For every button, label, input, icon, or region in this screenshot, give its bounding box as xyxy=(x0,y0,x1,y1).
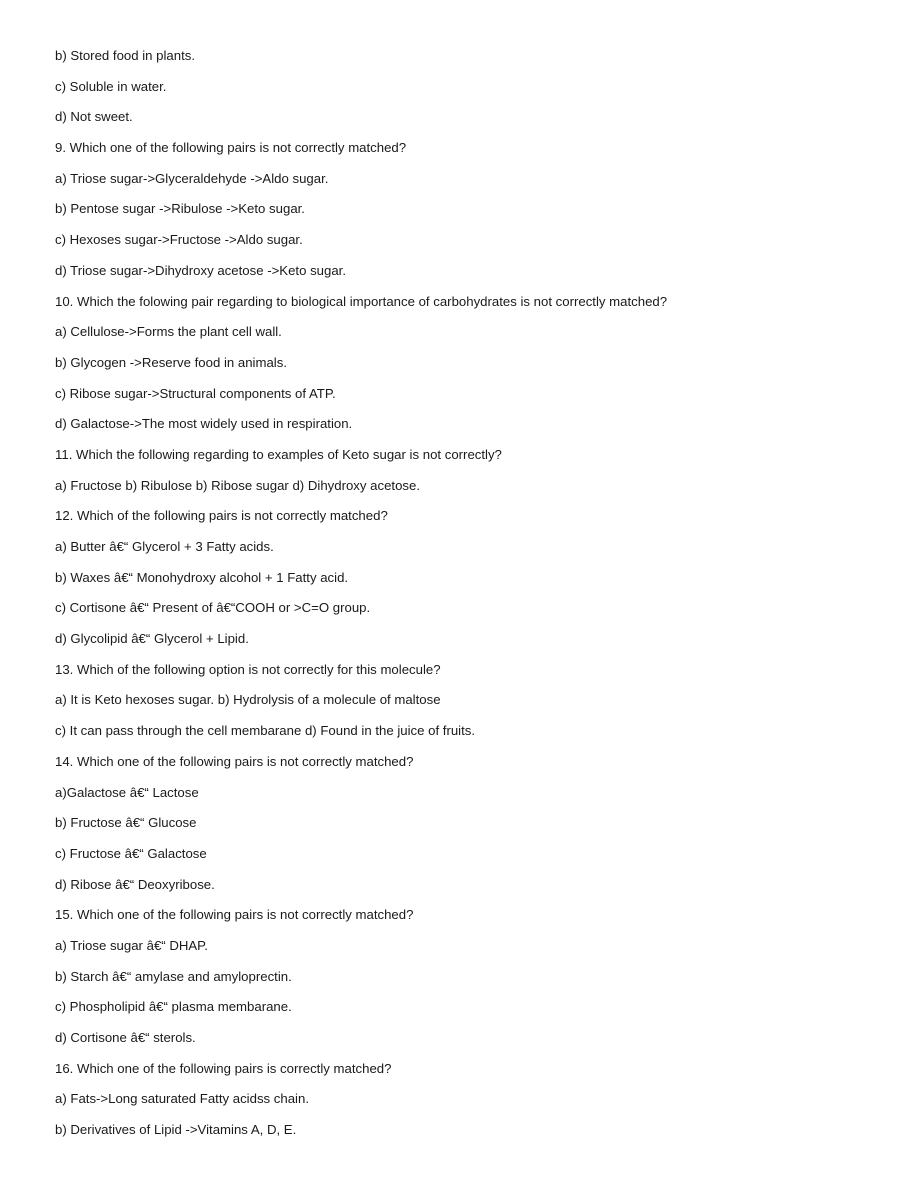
question-line: 14. Which one of the following pairs is not correctly matched? xyxy=(55,753,414,769)
text-line: d) Triose sugar->Dihydroxy acetose ->Keto sugar. xyxy=(55,262,346,278)
text-line: a) Triose sugar â€“ DHAP. xyxy=(55,937,208,953)
text-line: b) Stored food in plants. xyxy=(55,48,196,63)
question-line: 16. Which one of the following pairs is correctly matched? xyxy=(55,1060,392,1076)
text-line: c) Soluble in water. xyxy=(55,78,167,94)
text-line: a) Butter â€“ Glycerol + 3 Fatty acids. xyxy=(55,539,274,554)
text-line: b) Pentose sugar ->Ribulose ->Keto sugar. xyxy=(55,201,305,217)
text-line: a) Fructose b) Ribulose b) Ribose sugar d) Dihydroxy acetose. xyxy=(55,477,421,493)
text-line: d) Cortisone â€“ sterols. xyxy=(55,1030,196,1045)
text-line: a)Galactose â€“ Lactose xyxy=(55,784,199,800)
question-line: 15. Which one of the following pairs is not correctly matched? xyxy=(55,907,414,923)
text-line: b) Waxes â€“ Monohydroxy alcohol + 1 Fatty acid. xyxy=(55,569,349,585)
text-line: c) Ribose sugar->Structural components of ATP. xyxy=(55,385,336,401)
text-line: d) Ribose â€“ Deoxyribose. xyxy=(55,876,215,892)
text-line: d) Glycolipid â€“ Glycerol + Lipid. xyxy=(55,631,249,647)
question-line: 10. Which the folowing pair regarding to biological importance of carbohydrates is not correctly matched? xyxy=(55,293,668,309)
text-line: a) Triose sugar->Glyceraldehyde ->Aldo sugar. xyxy=(55,170,329,186)
text-line: b) Starch â€“ amylase and amyloprectin. xyxy=(55,968,292,984)
text-line: a) It is Keto hexoses sugar. b) Hydrolysis of a molecule of maltose xyxy=(55,692,441,708)
text-line: c) Fructose â€“ Galactose xyxy=(55,845,207,861)
question-line: 11. Which the following regarding to examples of Keto sugar is not correctly? xyxy=(55,446,502,462)
question-line: 12. Which of the following pairs is not correctly matched? xyxy=(55,508,388,524)
text-line: a) Cellulose->Forms the plant cell wall. xyxy=(55,324,282,340)
text-line: b) Fructose â€“ Glucose xyxy=(55,815,197,831)
question-line: 13. Which of the following option is not correctly for this molecule? xyxy=(55,661,441,677)
text-line: b) Glycogen ->Reserve food in animals. xyxy=(55,354,287,370)
text-line: a) Fats->Long saturated Fatty acidss chain. xyxy=(55,1091,309,1107)
question-line: 9. Which one of the following pairs is not correctly matched? xyxy=(55,140,407,156)
text-line: c) It can pass through the cell membarane d) Found in the juice of fruits. xyxy=(55,723,476,739)
text-line: c) Hexoses sugar->Fructose ->Aldo sugar. xyxy=(55,232,303,248)
text-line: c) Phospholipid â€“ plasma membarane. xyxy=(55,999,292,1015)
question-text-list xyxy=(55,46,875,1151)
text-line: c) Cortisone â€“ Present of â€“COOH or >C=O group. xyxy=(55,600,371,616)
text-line: b) Derivatives of Lipid ->Vitamins A, D, E. xyxy=(55,1122,297,1138)
text-line: d) Not sweet. xyxy=(55,109,133,125)
text-line: d) Galactose->The most widely used in respiration. xyxy=(55,416,353,432)
